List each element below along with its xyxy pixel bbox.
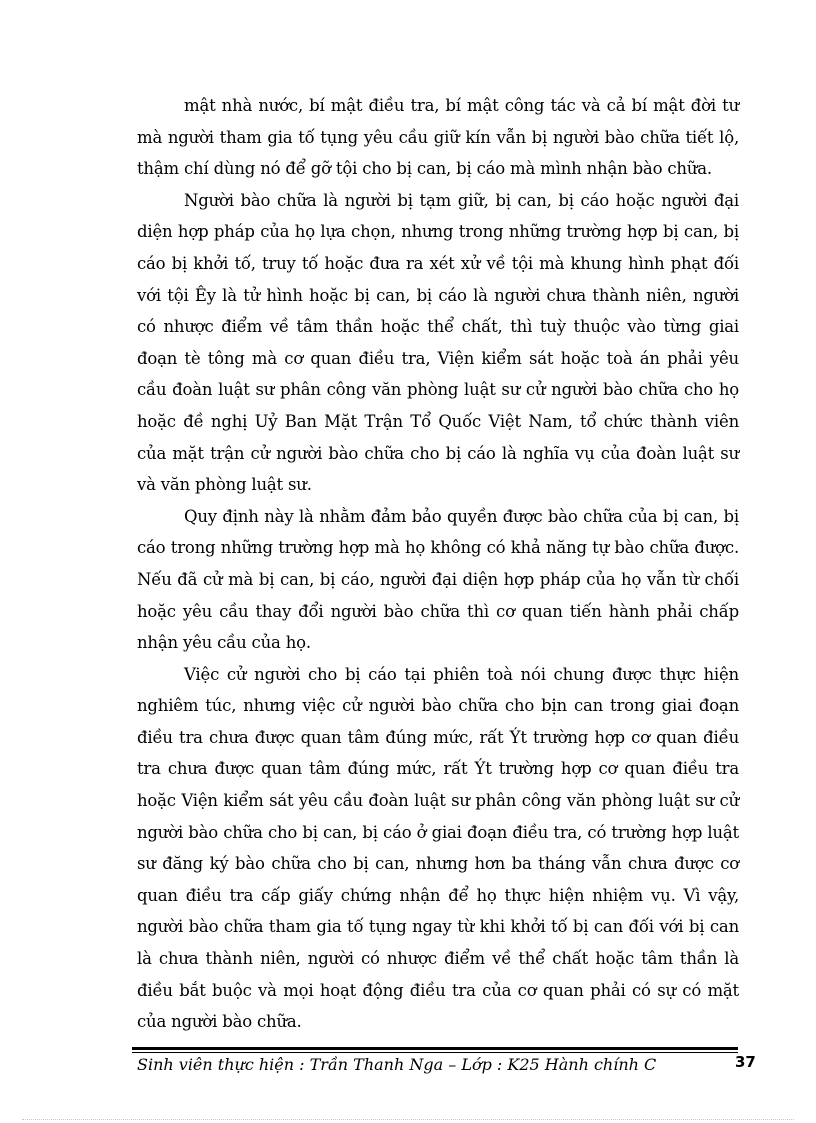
paragraph-2: Người bào chữa là người bị tạm giữ, bị can, bị cáo hoặc người đại diện hợp pháp của họ lựa chọn, nhưng trong những trường hợp bị can, bị cáo bị khởi tố, truy tố hoặc đưa ra xét xử về tội mà khung hình phạt đối với tội Êy là tử hình hoặc bị can, bị cáo là người chưa thành niên, người có nhược điểm về tâm thần hoặc thể chất, thì tuỳ thuộc vào từng giai đoạn tè tông mà cơ quan điều tra, Viện kiểm sát hoặc toà án phải yêu cầu đoàn luật sư phân công văn phòng luật sư cử người bào chữa cho họ hoặc đề nghị Uỷ Ban Mặt Trận Tổ Quốc Việt Nam, tổ chức thành viên của mặt trận cử người bào chữa cho bị cáo là nghĩa vụ của đoàn luật sư và văn phòng luật sư.: [137, 190, 739, 495]
footer-author-line: Sinh viên thực hiện : Trần Thanh Nga – Lớp : K25 Hành chính C: [137, 1055, 657, 1074]
footer-rule-thick: [132, 1047, 738, 1050]
paragraph-4: Việc cử người cho bị cáo tại phiên toà nói chung được thực hiện nghiêm túc, nhưng việc cử người bào chữa cho bịn can trong giai đoạn điều tra chưa được quan tâm đúng mức, rất Ýt trường hợp cơ quan điều tra chưa được quan tâm đúng mức, rất Ýt trường hợp cơ quan điều tra hoặc Viện kiểm sát yêu cầu đoàn luật sư phân công văn phòng luật sư cử người bào chữa cho bị can, bị cáo ở giai đoạn điều tra, có trường hợp luật sư đăng ký bào chữa cho bị can, nhưng hơn ba tháng vẫn chưa được cơ quan điều tra cấp giấy chứng nhận để họ thực hiện nhiệm vụ. Vì vậy, người bào chữa tham gia tố tụng ngay từ khi khởi tố bị can đối với bị can là chưa thành niên, người có nhược điểm về thể chất hoặc tâm thần là điều bắt buộc và mọi hoạt động điều tra của cơ quan phải có sự có mặt của người bào chữa.: [137, 664, 739, 1032]
page-number: 37: [735, 1053, 756, 1071]
page-footer: [132, 1047, 738, 1074]
paragraph-1: mật nhà nước, bí mật điều tra, bí mật công tác và cả bí mật đời tư mà người tham gia tố tụng yêu cầu giữ kín vẫn bị người bào chữa tiết lộ, thậm chí dùng nó để gỡ tội cho bị can, bị cáo mà mình nhận bào chữa.: [137, 96, 739, 179]
footer-rule-thin: [132, 1052, 738, 1053]
body-text: [137, 90, 739, 1038]
page-edge-divider: [22, 1119, 794, 1120]
paragraph-3: Quy định này là nhằm đảm bảo quyền được bào chữa của bị can, bị cáo trong những trường hợp mà họ không có khả năng tự bào chữa được. Nếu đã cử mà bị can, bị cáo, người đại diện hợp pháp của họ vẫn từ chối hoặc yêu cầu thay đổi người bào chữa thì cơ quan tiến hành phải chấp nhận yêu cầu của họ.: [137, 506, 739, 653]
